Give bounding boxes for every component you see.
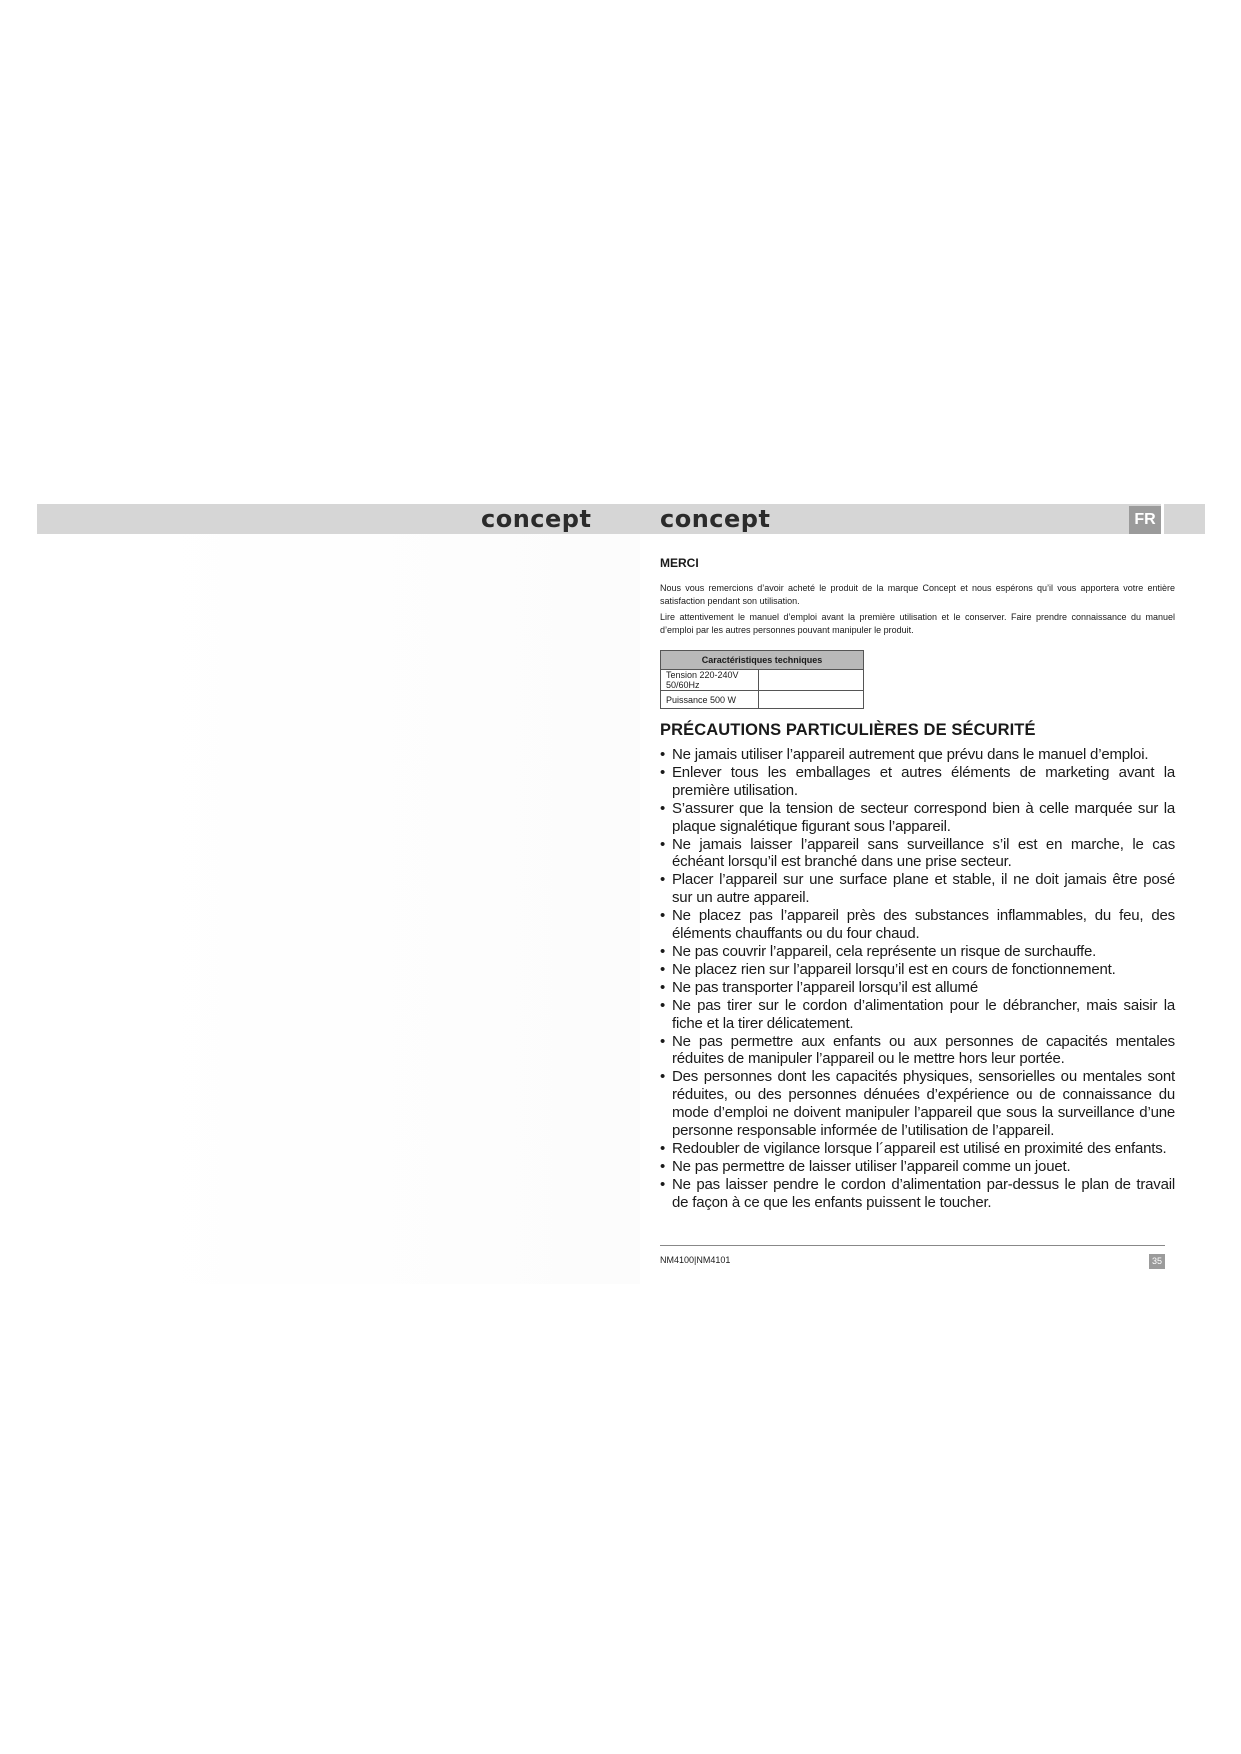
left-page-blank: [140, 534, 640, 1284]
spec-cell: Tension 220-240V 50/60Hz: [661, 670, 759, 691]
brand-logo-left: concept: [481, 505, 592, 533]
specs-table-header: Caractéristiques techniques: [661, 651, 864, 670]
footer-divider: [660, 1245, 1165, 1246]
page-content: [660, 556, 1175, 1212]
list-item: • Des personnes dont les capacités physiques, sensorielles ou mentales sont réduites, ou des personnes dénuées d’expérience ou de connaissance du mode d’emploi ne doivent manipuler l’appareil que sous la surveillance d’une personne responsable informée de l’utilisation de l’appareil.: [660, 1068, 1175, 1140]
header-divider: [1161, 504, 1164, 534]
spec-cell: [759, 670, 864, 691]
spec-cell: [759, 691, 864, 709]
page-number: 35: [1149, 1254, 1165, 1269]
list-item: • Ne pas permettre aux enfants ou aux personnes de capacités mentales réduites de manipuler l’appareil ou le mettre hors leur portée.: [660, 1033, 1175, 1069]
table-row: [661, 691, 864, 709]
list-item: • Ne pas tirer sur le cordon d’alimentation pour le débrancher, mais saisir la fiche et la tirer délicatement.: [660, 997, 1175, 1033]
list-item: • Ne jamais utiliser l’appareil autrement que prévu dans le manuel d’emploi.: [660, 746, 1175, 764]
list-item: • Ne pas couvrir l’appareil, cela représente un risque de surchauffe.: [660, 943, 1175, 961]
list-item: • Enlever tous les emballages et autres éléments de marketing avant la première utilisation.: [660, 764, 1175, 800]
language-badge: FR: [1129, 506, 1161, 534]
list-item: • Ne pas transporter l’appareil lorsqu’il est allumé: [660, 979, 1175, 997]
list-item: • Ne placez pas l’appareil près des substances inflammables, du feu, des éléments chauffants ou du four chaud.: [660, 907, 1175, 943]
precautions-list: [660, 746, 1175, 1212]
list-item: • Redoubler de vigilance lorsque l´appareil est utilisé en proximité des enfants.: [660, 1140, 1175, 1158]
list-item: • S’assurer que la tension de secteur correspond bien à celle marquée sur la plaque signalétique figurant sous l’appareil.: [660, 800, 1175, 836]
intro-paragraph-1: Nous vous remercions d’avoir acheté le produit de la marque Concept et nous espérons qu’il vous apportera votre entière satisfaction pendant son utilisation.: [660, 583, 1175, 606]
list-item: • Ne pas permettre de laisser utiliser l’appareil comme un jouet.: [660, 1158, 1175, 1176]
model-number: NM4100|NM4101: [660, 1255, 731, 1265]
specs-table: [660, 650, 864, 709]
list-item: • Ne jamais laisser l’appareil sans surveillance s’il est en marche, le cas échéant lorsqu’il est branché dans une prise secteur.: [660, 836, 1175, 872]
list-item: • Placer l’appareil sur une surface plane et stable, il ne doit jamais être posé sur un autre appareil.: [660, 871, 1175, 907]
intro-paragraph-2: Lire attentivement le manuel d’emploi avant la première utilisation et le conserver. Faire prendre connaissance du manuel d’emploi par les autres personnes pouvant manipuler le produit.: [660, 612, 1175, 635]
thanks-heading: MERCI: [660, 556, 699, 570]
list-item: • Ne placez rien sur l’appareil lorsqu’il est en cours de fonctionnement.: [660, 961, 1175, 979]
list-item: • Ne pas laisser pendre le cordon d’alimentation par-dessus le plan de travail de façon à ce que les enfants puissent le toucher.: [660, 1176, 1175, 1212]
header-band: [37, 504, 1205, 534]
brand-logo-right: concept: [660, 505, 771, 533]
spec-cell: Puissance 500 W: [661, 691, 759, 709]
table-row: [661, 670, 864, 691]
precautions-heading: PRÉCAUTIONS PARTICULIÈRES DE SÉCURITÉ: [660, 721, 1036, 739]
